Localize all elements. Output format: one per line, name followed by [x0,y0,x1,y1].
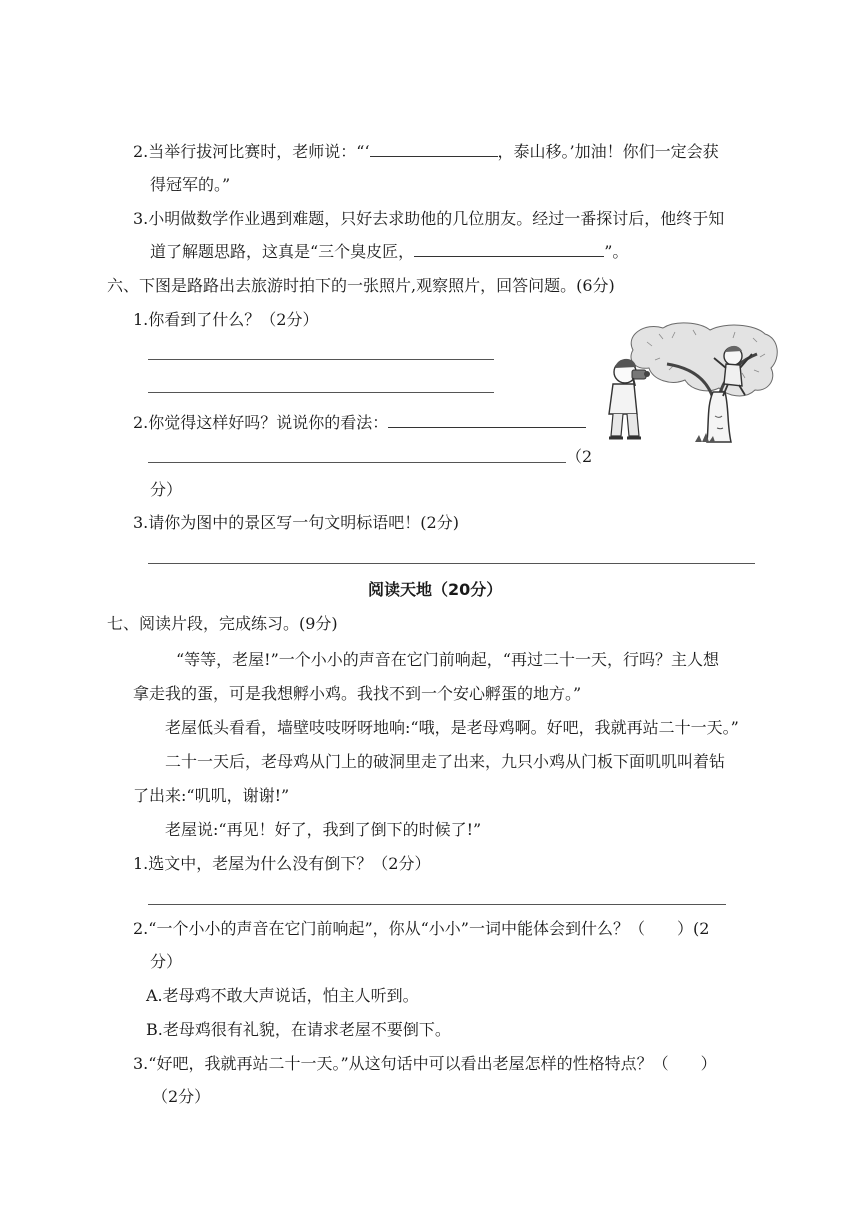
q7-item3-line2: （2分） [152,1087,211,1106]
q7-item2-line2: 分） [150,952,183,971]
passage-p3-line2: 了出来:“叽叽，谢谢!” [133,786,290,805]
passage-p1-line2: 拿走我的蛋，可是我想孵小鸡。我找不到一个安心孵蛋的地方。” [133,684,582,703]
q6-item2-score: （2 [566,447,593,466]
q7-item2-option-a[interactable]: A.老母鸡不敢大声说话，怕主人听到。 [146,986,419,1005]
q7-item3-line1: 3.“好吧，我就再站二十一天。”从这句话中可以看出老屋怎样的性格特点？（ ） [133,1054,717,1073]
q6-item2-score-cont: 分） [150,480,183,499]
answer-blank[interactable] [388,413,586,428]
passage-p3-line1: 二十一天后，老母鸡从门上的破洞里走了出来，九只小鸡从门板下面叽叽叫着钻 [165,752,726,771]
passage-p1-line1: “等等，老屋!”一个小小的声音在它门前响起，“再过二十一天，行吗？主人想 [176,650,719,669]
q7-item2-line1: 2.“一个小小的声音在它门前响起”，你从“小小”一词中能体会到什么？（ ）(2 [133,919,710,938]
section-title: 阅读天地（20分） [368,580,503,599]
answer-line[interactable] [148,392,494,393]
q7-item1: 1.选文中，老屋为什么没有倒下？（2分） [133,854,431,873]
passage-p4: 老屋说:“再见！好了，我到了倒下的时候了!” [165,820,482,839]
q6-item3: 3.请你为图中的景区写一句文明标语吧！(2分) [133,513,459,532]
q7-heading: 七、阅读片段，完成练习。(9分) [107,614,338,633]
q5-item2: 2.当举行拔河比赛时，老师说：“‘ ，泰山移。’加油！你们一定会获 [133,142,719,161]
q6-heading: 六、下图是路路出去旅游时拍下的一张照片,观察照片，回答问题。(6分) [107,276,615,295]
q5-item2-cont: 得冠军的。” [150,175,231,194]
answer-line[interactable] [148,563,755,564]
answer-blank[interactable] [370,142,498,157]
q6-item2: 2.你觉得这样好吗？说说你的看法： [133,413,586,433]
q7-item2-option-b[interactable]: B.老母鸡很有礼貌，在请求老屋不要倒下。 [146,1020,451,1039]
q5-item3-line2: 道了解题思路，这真是“三个臭皮匠， ”。 [150,242,629,261]
boy-photographing-child-climbing-tree-illustration [595,320,780,445]
answer-line[interactable] [148,904,726,905]
q5-item3-line1: 3.小明做数学作业遇到难题，只好去求助他的几位朋友。经过一番探讨后，他终于知 [133,209,725,228]
passage-p2: 老屋低头看看，墙壁吱吱呀呀地响:“哦，是老母鸡啊。好吧，我就再站二十一天。” [165,718,739,737]
answer-blank[interactable] [414,242,604,257]
answer-line[interactable] [148,359,494,360]
answer-line[interactable] [148,462,566,463]
q6-item1: 1.你看到了什么？（2分） [133,310,319,329]
